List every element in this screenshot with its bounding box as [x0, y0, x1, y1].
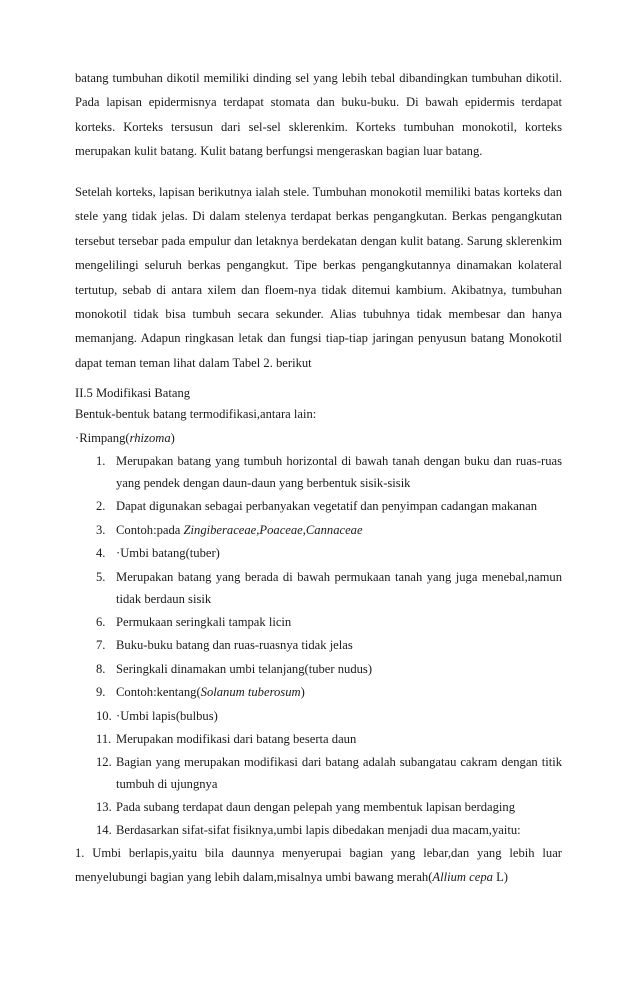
list-item — [96, 635, 562, 657]
list-number: 9. — [96, 685, 106, 699]
list-text: ·Umbi lapis(bulbus) — [116, 709, 218, 723]
rimpang-suffix: ) — [170, 431, 175, 445]
list-item — [96, 797, 562, 819]
list-text — [116, 682, 562, 704]
final-prefix: 1. Umbi berlapis,yaitu bila daunnya menyerupai bagian yang lebar,dan yang lebih luar menyelubungi bagian yang lebih dalam,misalnya umbi bawang merah( — [75, 846, 562, 884]
list-number: 14. — [96, 823, 112, 837]
list-item — [96, 752, 562, 795]
final-suffix: L) — [492, 869, 508, 884]
list-number: 4. — [96, 546, 106, 560]
list-text: Bagian yang merupakan modifikasi dari batang adalah subangatau cakram dengan titik tumbuh di ujungnya — [116, 755, 562, 791]
list-item — [96, 520, 562, 542]
rimpang-italic: rhizoma — [129, 431, 171, 445]
list-item — [96, 682, 562, 704]
list-item — [96, 659, 562, 681]
paragraph-stele: Setelah korteks, lapisan berikutnya ialah stele. Tumbuhan monokotil memiliki batas korteks dan stele yang tidak jelas. Di dalam stelenya terdapat berkas pengangkutan. Berkas pengangkutan tersebut tersebar pada empulur dan letaknya berdekatan dengan kulit batang. Sarung sklerenkim mengelilingi seluruh berkas pengangkut. Tipe berkas pengangkutannya dinamakan kolateral tertutup, sebab di antara xilem dan floem-nya tidak ditemui kambium. Akibatnya, tumbuhan monokotil tidak bisa tumbuh secara sekunder. Alias tubuhnya tidak membesar dan hanya memanjang. Adapun ringkasan letak dan fungsi tiap-tiap jaringan penyusun batang Monokotil dapat teman teman lihat dalam Tabel 2. berikut — [75, 185, 562, 370]
list-text: Merupakan batang yang tumbuh horizontal di bawah tanah dengan buku dan ruas-ruas yang pendek dengan daun-daun yang berbentuk sisik-sisik — [116, 454, 562, 490]
list-item — [96, 706, 562, 728]
list-text-prefix: Contoh:pada — [116, 523, 184, 537]
list-text-suffix: ) — [300, 685, 305, 699]
final-italic: Allium cepa — [432, 869, 493, 884]
list-text-italic: Solanum tuberosum — [200, 685, 301, 699]
list-item — [96, 820, 562, 842]
list-item — [96, 567, 562, 610]
rimpang-prefix: ·Rimpang( — [75, 431, 130, 445]
paragraph-stem-structure: batang tumbuhan dikotil memiliki dinding sel yang lebih tebal dibandingkan tumbuhan dikotil. Pada lapisan epidermisnya terdapat stomata dan buku-buku. Di bawah epidermis terdapat korteks. Korteks tersusun dari sel-sel sklerenkim. Korteks tumbuhan monokotil, korteks merupakan kulit batang. Kulit batang berfungsi mengeraskan bagian luar batang. — [75, 71, 562, 159]
list-text: Merupakan modifikasi dari batang beserta daun — [116, 732, 357, 746]
list-item — [96, 729, 562, 751]
list-number: 3. — [96, 523, 106, 537]
list-text-prefix: Contoh:kentang( — [116, 685, 201, 699]
list-number: 11. — [96, 732, 112, 746]
list-text: Buku-buku batang dan ruas-ruasnya tidak jelas — [116, 638, 353, 652]
rimpang-heading — [75, 428, 175, 448]
list-text: Merupakan batang yang berada di bawah permukaan tanah yang juga menebal,namun tidak berdaun sisik — [116, 570, 562, 606]
list-text — [116, 520, 562, 542]
list-number: 12. — [96, 755, 112, 769]
list-item — [96, 451, 562, 494]
list-text: ·Umbi batang(tuber) — [116, 546, 220, 560]
section-heading: II.5 Modifikasi Batang — [75, 386, 191, 400]
final-paragraph — [75, 842, 562, 889]
list-text: Permukaan seringkali tampak licin — [116, 615, 292, 629]
list-number: 5. — [96, 570, 106, 584]
list-number: 1. — [96, 454, 106, 468]
intro-line: Bentuk-bentuk batang termodifikasi,antara lain: — [75, 407, 317, 421]
list-number: 2. — [96, 499, 106, 513]
list-item — [96, 496, 562, 518]
list-number: 10. — [96, 709, 112, 723]
list-text: Berdasarkan sifat-sifat fisiknya,umbi lapis dibedakan menjadi dua macam,yaitu: — [116, 823, 521, 837]
list-number: 7. — [96, 638, 106, 652]
list-item — [96, 612, 562, 634]
list-text: Pada subang terdapat daun dengan pelepah yang membentuk lapisan berdaging — [116, 800, 516, 814]
list-number: 8. — [96, 662, 106, 676]
list-number: 6. — [96, 615, 106, 629]
list-item — [96, 543, 562, 565]
list-number: 13. — [96, 800, 112, 814]
list-text: Dapat digunakan sebagai perbanyakan vegetatif dan penyimpan cadangan makanan — [116, 499, 538, 513]
list-text-italic: Zingiberaceae,Poaceae,Cannaceae — [183, 523, 363, 537]
list-text: Seringkali dinamakan umbi telanjang(tuber nudus) — [116, 662, 373, 676]
